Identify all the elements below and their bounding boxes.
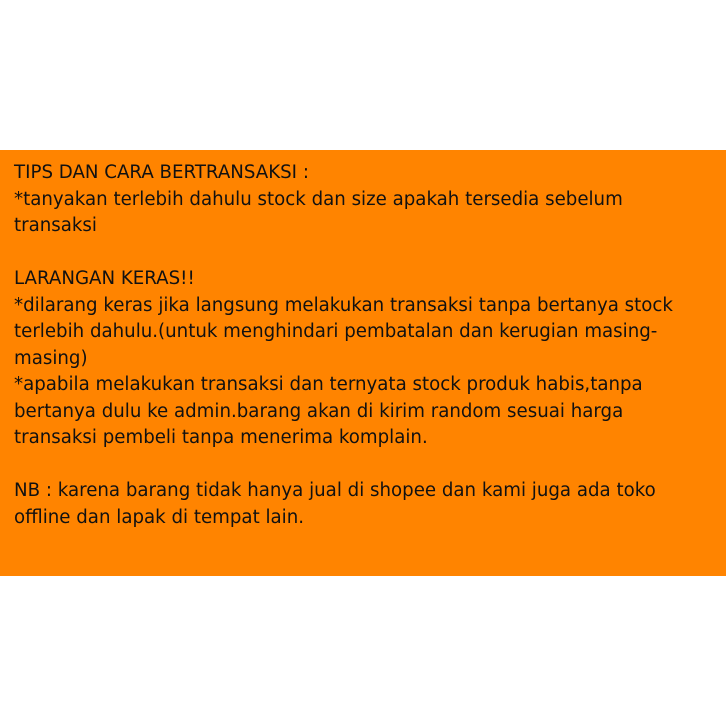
notice-line: terlebih dahulu.(untuk menghindari pembatalan dan kerugian masing-: [14, 321, 658, 342]
nb-note: offline dan lapak di tempat lain.: [14, 506, 305, 528]
notice-line: transaksi: [14, 215, 97, 236]
notice-spacer: [14, 452, 726, 479]
notice-banner: [0, 150, 726, 576]
nb-note: NB : karena barang tidak hanya jual di shopee dan kami juga ada toko: [14, 480, 656, 501]
notice-line: transaksi pembeli tanpa menerima komplain.: [14, 427, 428, 448]
notice-heading: TIPS DAN CARA BERTRANSAKSI :: [14, 162, 309, 183]
notice-line: *apabila melakukan transaksi dan ternyata stock produk habis,tanpa: [14, 374, 643, 395]
notice-spacer: [14, 240, 726, 267]
notice-line: bertanya dulu ke admin.barang akan di kirim random sesuai harga: [14, 400, 624, 422]
notice-line: masing): [14, 347, 88, 369]
notice-line: *dilarang keras jika langsung melakukan transaksi tanpa bertanya stock: [14, 294, 673, 316]
warning-heading: LARANGAN KERAS!!: [14, 268, 195, 289]
notice-line: *tanyakan terlebih dahulu stock dan size apakah tersedia sebelum: [14, 188, 623, 210]
